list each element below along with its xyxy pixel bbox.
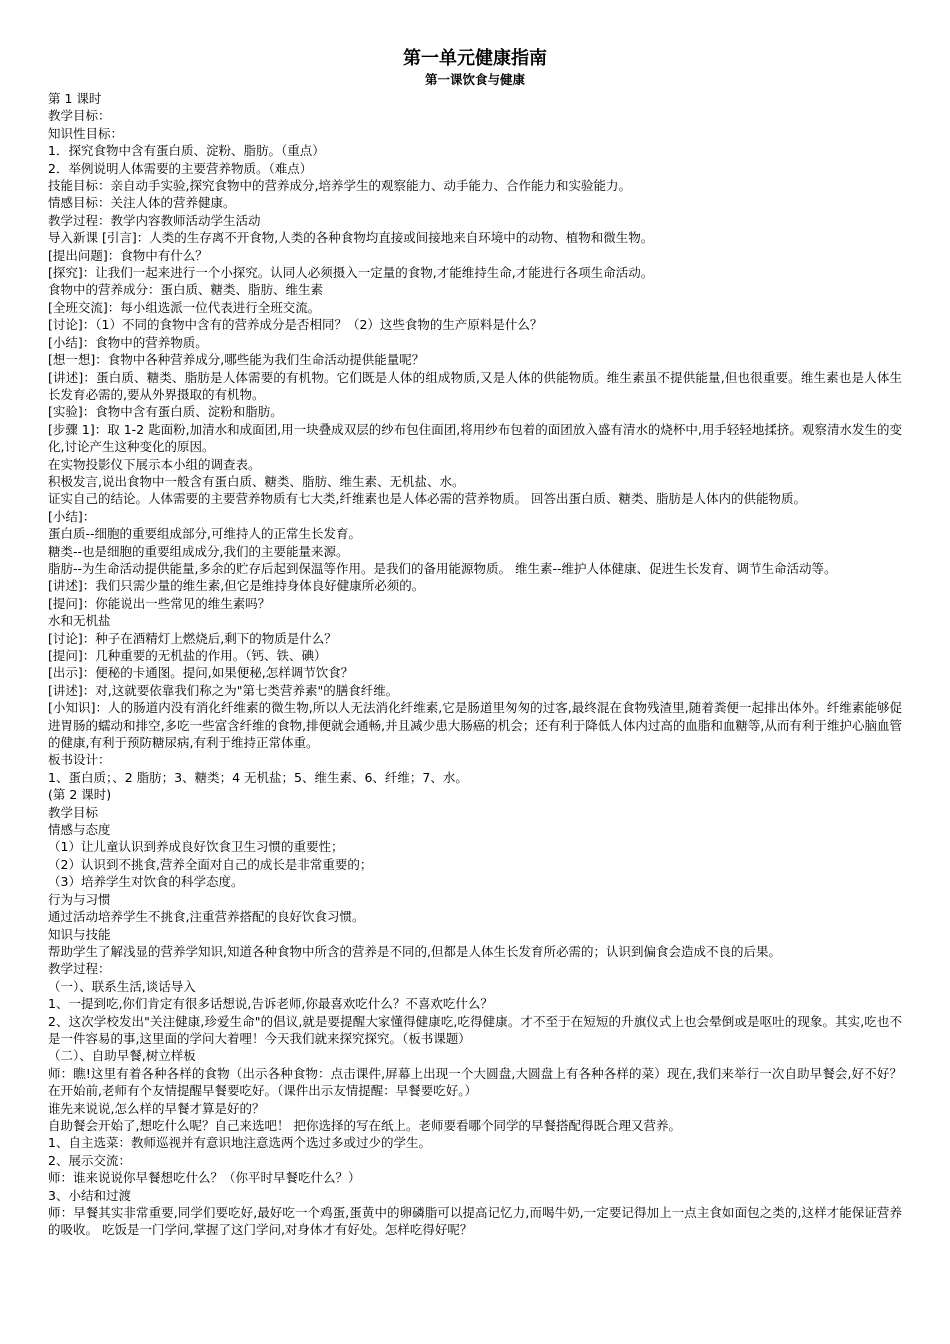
paragraph: 教学过程：教学内容教师活动学生活动 [48,212,261,228]
paragraph: (第 2 课时) [48,787,112,803]
paragraph: 教学过程： [48,961,111,977]
paragraph: 食物中的营养成分：蛋白质、糖类、脂肪、维生素 [48,282,324,298]
paragraph: 知识性目标： [48,125,124,141]
paragraph: （一）、联系生活,谈话导入 [48,978,196,994]
paragraph: [全班交流]：每小组选派一位代表进行全班交流。 [48,299,321,315]
paragraph: [想一想]：食物中各种营养成分,哪些能为我们生命活动提供能量呢？ [48,352,425,368]
document-body [48,90,902,1239]
paragraph: 自助餐会开始了,想吃什么呢？自己来选吧！ 把你选择的写在纸上。老师要看哪个同学的早餐搭配得既合理又营养。 [48,1117,681,1133]
paragraph: 积极发言,说出食物中一般含有蛋白质、糖类、脂肪、维生素、无机盐、水。 [48,473,465,489]
paragraph: [讨论]：（1）不同的食物中含有的营养成分是否相同？（2）这些食物的生产原料是什么？ [48,317,543,333]
paragraph: 板书设计： [48,752,111,768]
paragraph: 水和无机盐 [48,613,111,629]
paragraph: 情感目标：关注人体的营养健康。 [48,195,236,211]
paragraph: （3）培养学生对饮食的科学态度。 [48,874,244,890]
paragraph: [提问]：你能说出一些常见的维生素吗？ [48,595,271,611]
paragraph: 2、展示交流： [48,1152,131,1168]
paragraph: 1、一提到吃,你们肯定有很多话想说,告诉老师,你最喜欢吃什么？不喜欢吃什么？ [48,996,493,1012]
paragraph: 蛋白质--细胞的重要组成部分,可维持人的正常生长发育。 [48,526,361,542]
paragraph: （1）让儿童认识到养成良好饮食卫生习惯的重要性； [48,839,344,855]
paragraph: [讨论]：种子在酒精灯上燃烧后,剩下的物质是什么？ [48,630,337,646]
paragraph: [讲述]：蛋白质、糖类、脂肪是人体需要的有机物。它们既是人体的组成物质,又是人体的供能物质。维生素虽不提供能量,但也很重要。维生素也是人体生长发育必需的,要从外界摄取的有机物。 [48,369,902,402]
paragraph: 帮助学生了解浅显的营养学知识,知道各种食物中所含的营养是不同的,但都是人体生长发育所必需的；认识到偏食会造成不良的后果。 [48,943,781,959]
paragraph: 1、自主选菜：教师巡视并有意识地注意选两个选过多或过少的学生。 [48,1135,431,1151]
paragraph: 糖类--也是细胞的重要组成成分,我们的主要能量来源。 [48,543,349,559]
paragraph: 教学目标 [48,804,99,820]
paragraph: [提问]：几种重要的无机盐的作用。（钙、铁、碘） [48,648,327,663]
paragraph: 技能目标：亲自动手实验,探究食物中的营养成分,培养学生的观察能力、动手能力、合作能力和实验能力。 [48,178,631,194]
paragraph: 1、蛋白质；、2 脂肪；3、糖类；4 无机盐；5、维生素、6、纤维；7、水。 [48,769,468,785]
paragraph: 行为与习惯 [48,891,111,907]
paragraph: 脂肪--为生命活动提供能量,多余的贮存后起到保温等作用。是我们的备用能源物质。 维生素--维护人体健康、促进生长发育、调节生命活动等。 [48,560,837,576]
paragraph: [小知识]：人的肠道内没有消化纤维素的微生物,所以人无法消化纤维素,它是肠道里匆匆的过客,最终混在食物残渣里,随着粪便一起排出体外。纤维素能够促进胃肠的蠕动和排空,多吃一些富含纤维的食物,排便就会通畅,并且减少患大肠癌的机会；还有利于降低人体内过高的血脂和血糖等,从而有利于维护心脑血管的健康,有利于预防糖尿病,有利于维持正常体重。 [48,700,902,751]
paragraph: 师：瞧!这里有着各种各样的食物（出示各种食物：点击课件,屏幕上出现一个大圆盘,大圆盘上有各种各样的菜）现在,我们来举行一次自助早餐会,好不好？在开始前,老师有个友情提醒早餐要吃好。（课件出示友情提醒：早餐要吃好。） [48,1065,902,1099]
paragraph: 3、小结和过渡 [48,1187,131,1203]
document-subtitle: 第一课饮食与健康 [424,72,525,87]
paragraph: 2、这次学校发出"关注健康,珍爱生命"的倡议,就是要提醒大家懂得健康吃,吃得健康。才不至于在短短的升旗仪式上也会晕倒或是呕吐的现象。其实,吃也不是一件容易的事,这里面的学问大着哩！今天我们就来探究探究。（板书课题） [48,1013,902,1046]
paragraph: 2．举例说明人体需要的主要营养物质。（难点） [48,160,313,176]
paragraph: 导入新课 [引言]：人类的生存离不开食物,人类的各种食物均直接或间接地来自环境中的动物、植物和微生物。 [48,230,654,246]
paragraph: （二）、自助早餐,树立样板 [48,1048,196,1064]
paragraph: 师：谁来说说你早餐想吃什么？（你平时早餐吃什么？） [48,1170,361,1186]
paragraph: [步骤 1]：取 1-2 匙面粉,加清水和成面团,用一块叠成双层的纱布包住面团,将用纱布包着的面团放入盛有清水的烧杯中,用手轻轻地揉挤。观察清水发生的变化,讨论产生这种变化的原因。 [48,421,902,455]
paragraph: 谁先来说说,怎么样的早餐才算是好的？ [48,1100,265,1116]
paragraph: [出示]：便秘的卡通图。提问,如果便秘,怎样调节饮食？ [48,665,354,681]
paragraph: 第 1 课时 [48,91,102,106]
paragraph: [小结]：食物中的营养物质。 [48,334,208,350]
paragraph: （2）认识到不挑食,营养全面对自己的成长是非常重要的； [48,856,373,872]
paragraph: [讲述]：对,这就要依靠我们称之为"第七类营养素"的膳食纤维。 [48,682,399,698]
paragraph: [讲述]：我们只需少量的维生素,但它是维持身体良好健康所必须的。 [48,578,425,594]
paragraph: 通过活动培养学生不挑食,注重营养搭配的良好饮食习惯。 [48,909,365,925]
paragraph: 1．探究食物中含有蛋白质、淀粉、脂肪。（重点） [48,143,325,159]
paragraph: 证实自己的结论。人体需要的主要营养物质有七大类,纤维素也是人体必需的营养物质。 回答出蛋白质、糖类、脂肪是人体内的供能物质。 [48,491,806,507]
paragraph: [提出问题]：食物中有什么？ [48,247,208,263]
paragraph: 知识与技能 [48,926,111,942]
document-title: 第一单元健康指南 [403,48,547,69]
paragraph: 情感与态度 [48,822,111,838]
paragraph: [小结]： [48,508,96,524]
paragraph: 在实物投影仪下展示本小组的调查表。 [48,456,261,472]
paragraph: [探究]：让我们一起来进行一个小探究。认同人必须摄入一定量的食物,才能维持生命,才能进行各项生命活动。 [48,265,654,281]
paragraph: 教学目标： [48,108,111,124]
paragraph: 师：早餐其实非常重要,同学们要吃好,最好吃一个鸡蛋,蛋黄中的卵磷脂可以提高记忆力,而喝牛奶,一定要记得加上一点主食如面包之类的,这样才能保证营养的吸收。 吃饭是一门学问,掌握了这门学问,对身体才有好处。怎样吃得好呢？ [48,1205,902,1238]
paragraph: [实验]：食物中含有蛋白质、淀粉和脂肪。 [48,404,283,420]
